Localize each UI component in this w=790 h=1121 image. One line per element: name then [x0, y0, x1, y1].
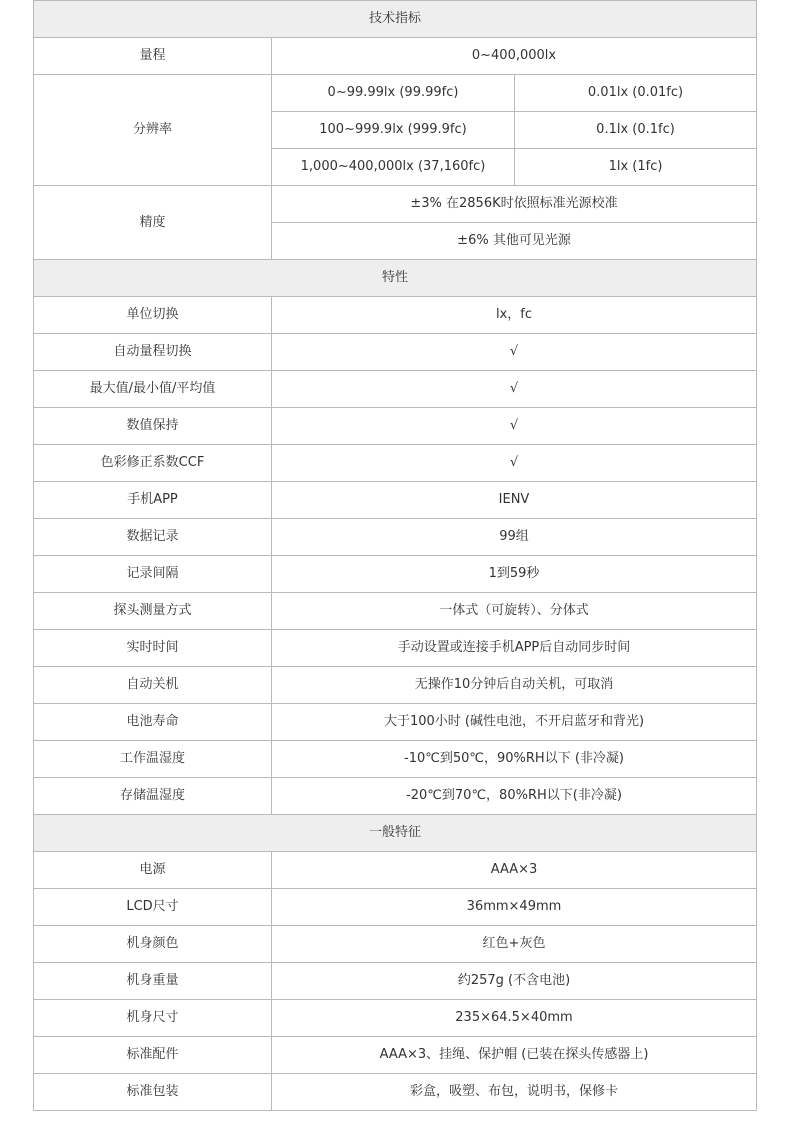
spec-table	[33, 0, 757, 1111]
row-label: LCD尺寸	[34, 889, 272, 926]
row-value: 红色+灰色	[272, 926, 757, 963]
row-value: -20℃到70℃，80%RH以下(非冷凝)	[272, 778, 757, 815]
table-row	[34, 1074, 757, 1111]
table-row	[34, 593, 757, 630]
row-value: -10℃到50℃，90%RH以下 (非冷凝)	[272, 741, 757, 778]
row-label: 电池寿命	[34, 704, 272, 741]
row-label: 单位切换	[34, 297, 272, 334]
section-header-general: 一般特征	[34, 815, 757, 852]
resolution-value: 1lx (1fc)	[515, 149, 757, 186]
row-value: IENV	[272, 482, 757, 519]
row-label: 量程	[34, 38, 272, 75]
row-label: 自动量程切换	[34, 334, 272, 371]
row-value: √	[272, 334, 757, 371]
table-row	[34, 482, 757, 519]
table-row	[34, 926, 757, 963]
table-row	[34, 186, 757, 223]
row-value: AAA×3	[272, 852, 757, 889]
row-value: √	[272, 408, 757, 445]
row-label: 标准配件	[34, 1037, 272, 1074]
row-value: lx，fc	[272, 297, 757, 334]
row-label: 机身颜色	[34, 926, 272, 963]
row-label: 数据记录	[34, 519, 272, 556]
row-value: √	[272, 371, 757, 408]
row-value: 0~400,000lx	[272, 38, 757, 75]
table-row	[34, 704, 757, 741]
row-label: 自动关机	[34, 667, 272, 704]
table-row	[34, 519, 757, 556]
row-value: 彩盒，吸塑、布包，说明书，保修卡	[272, 1074, 757, 1111]
section-row-features	[34, 260, 757, 297]
accuracy-value: ±3% 在2856K时依照标准光源校准	[272, 186, 757, 223]
table-row	[34, 963, 757, 1000]
row-label: 最大值/最小值/平均值	[34, 371, 272, 408]
row-value: 1到59秒	[272, 556, 757, 593]
section-header-tech: 技术指标	[34, 1, 757, 38]
resolution-range: 0~99.99lx (99.99fc)	[272, 75, 515, 112]
accuracy-value: ±6% 其他可见光源	[272, 223, 757, 260]
row-label: 探头测量方式	[34, 593, 272, 630]
row-label: 机身尺寸	[34, 1000, 272, 1037]
row-label: 精度	[34, 186, 272, 260]
table-row	[34, 1037, 757, 1074]
table-row	[34, 889, 757, 926]
table-row	[34, 445, 757, 482]
resolution-value: 0.1lx (0.1fc)	[515, 112, 757, 149]
row-label: 手机APP	[34, 482, 272, 519]
row-label: 工作温湿度	[34, 741, 272, 778]
table-row	[34, 630, 757, 667]
row-label: 分辨率	[34, 75, 272, 186]
table-row	[34, 38, 757, 75]
row-value: 一体式（可旋转）、分体式	[272, 593, 757, 630]
row-value: 约257g (不含电池)	[272, 963, 757, 1000]
general-rows	[34, 852, 757, 1111]
section-row-general	[34, 815, 757, 852]
row-value: √	[272, 445, 757, 482]
table-row	[34, 1000, 757, 1037]
table-row	[34, 741, 757, 778]
table-row	[34, 334, 757, 371]
row-label: 数值保持	[34, 408, 272, 445]
table-row	[34, 556, 757, 593]
row-label: 存储温湿度	[34, 778, 272, 815]
table-row	[34, 297, 757, 334]
row-label: 电源	[34, 852, 272, 889]
table-row	[34, 371, 757, 408]
row-value: 手动设置或连接手机APP后自动同步时间	[272, 630, 757, 667]
row-value: 大于100小时 (碱性电池，不开启蓝牙和背光)	[272, 704, 757, 741]
row-value: 99组	[272, 519, 757, 556]
table-row	[34, 75, 757, 112]
spec-sheet	[33, 0, 756, 1111]
row-value: 无操作10分钟后自动关机，可取消	[272, 667, 757, 704]
table-row	[34, 408, 757, 445]
row-value: AAA×3、挂绳、保护帽 (已装在探头传感器上)	[272, 1037, 757, 1074]
table-row	[34, 667, 757, 704]
resolution-range: 100~999.9lx (999.9fc)	[272, 112, 515, 149]
feature-rows	[34, 297, 757, 815]
table-row	[34, 852, 757, 889]
resolution-range: 1,000~400,000lx (37,160fc)	[272, 149, 515, 186]
row-value: 36mm×49mm	[272, 889, 757, 926]
row-label: 机身重量	[34, 963, 272, 1000]
row-label: 标准包装	[34, 1074, 272, 1111]
section-row-tech	[34, 1, 757, 38]
row-label: 记录间隔	[34, 556, 272, 593]
row-value: 235×64.5×40mm	[272, 1000, 757, 1037]
table-row	[34, 778, 757, 815]
section-header-features: 特性	[34, 260, 757, 297]
row-label: 实时时间	[34, 630, 272, 667]
resolution-value: 0.01lx (0.01fc)	[515, 75, 757, 112]
row-label: 色彩修正系数CCF	[34, 445, 272, 482]
